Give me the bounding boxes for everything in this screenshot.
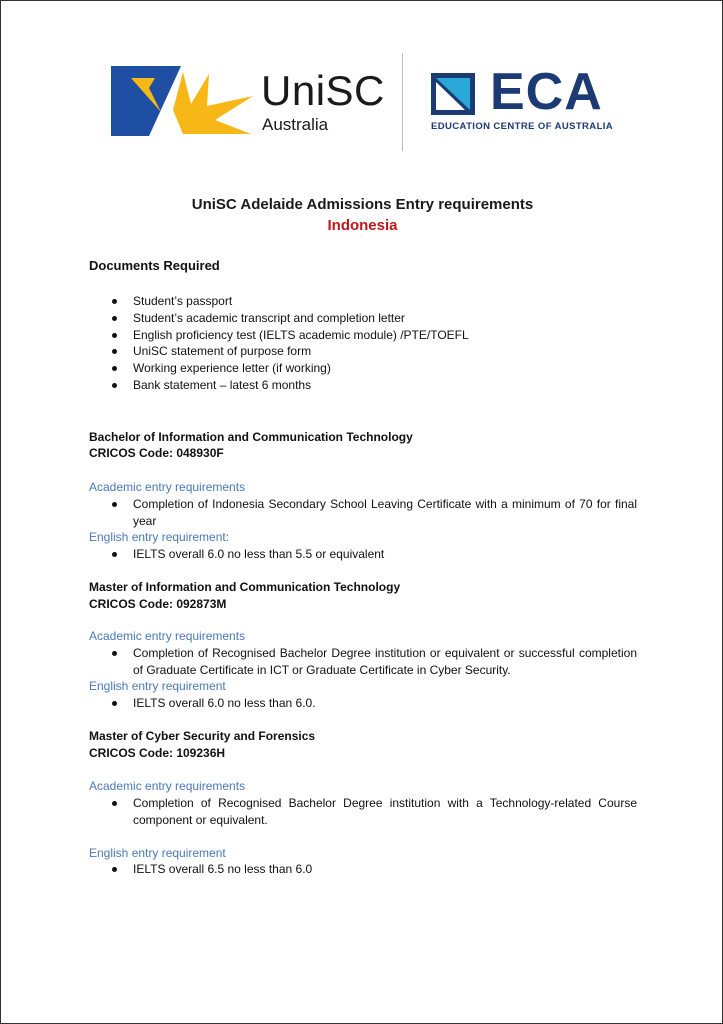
- documents-list: [89, 293, 649, 394]
- logo-header: [1, 1, 723, 161]
- list-item: Working experience letter (if working): [89, 360, 649, 377]
- unisc-logo-icon: [111, 64, 253, 138]
- english-requirements-list: [89, 861, 649, 878]
- program-name: Master of Information and Communication Technology: [89, 580, 401, 594]
- documents-heading: Documents Required: [89, 258, 220, 273]
- country-title: Indonesia: [327, 217, 398, 234]
- list-item: IELTS overall 6.0 no less than 5.5 or equivalent: [89, 546, 649, 563]
- cricos-code: CRICOS Code: 048930F: [89, 446, 224, 460]
- list-item: Bank statement – latest 6 months: [89, 377, 649, 394]
- eca-subtitle: EDUCATION CENTRE OF AUSTRALIA: [431, 121, 614, 132]
- list-item: English proficiency test (IELTS academic module) /PTE/TOEFL: [89, 327, 649, 344]
- logo-divider: [402, 53, 403, 151]
- english-requirement-label: English entry requirement: [89, 679, 226, 693]
- english-requirement-label: English entry requirement:: [89, 530, 230, 544]
- english-requirements-list: [89, 546, 649, 563]
- academic-requirements-label: Academic entry requirements: [89, 779, 246, 793]
- program-name: Bachelor of Information and Communication Technology: [89, 430, 413, 444]
- page-title: UniSC Adelaide Admissions Entry requirements: [191, 196, 534, 213]
- cricos-code: CRICOS Code: 092873M: [89, 597, 227, 611]
- academic-requirements-label: Academic entry requirements: [89, 629, 246, 643]
- academic-requirements-list: [89, 496, 649, 530]
- list-item: UniSC statement of purpose form: [89, 343, 649, 360]
- program-name: Master of Cyber Security and Forensics: [89, 729, 316, 743]
- academic-requirements-list: [89, 645, 649, 679]
- list-item: IELTS overall 6.0 no less than 6.0.: [89, 695, 649, 712]
- cricos-code: CRICOS Code: 109236H: [89, 746, 226, 760]
- academic-requirements-label: Academic entry requirements: [89, 480, 246, 494]
- list-item: IELTS overall 6.5 no less than 6.0: [89, 861, 649, 878]
- list-item: Student’s passport: [89, 293, 649, 310]
- list-item: Student’s academic transcript and completion letter: [89, 310, 649, 327]
- unisc-wordmark: UniSC: [261, 67, 385, 114]
- list-item: Completion of Indonesia Secondary School Leaving Certificate with a minimum of 70 for final year: [89, 496, 637, 530]
- english-requirement-label: English entry requirement: [89, 846, 226, 860]
- list-item: Completion of Recognised Bachelor Degree institution with a Technology-related Course component or equivalent.: [89, 795, 637, 829]
- list-item: Completion of Recognised Bachelor Degree institution or equivalent or successful completion of Graduate Certificate in ICT or Graduate Certificate in Cyber Security.: [89, 645, 637, 679]
- eca-wordmark: ECA: [490, 63, 603, 121]
- english-requirements-list: [89, 695, 649, 712]
- eca-logo-icon: [431, 73, 475, 115]
- academic-requirements-list: [89, 795, 649, 829]
- unisc-subtitle: Australia: [262, 115, 329, 134]
